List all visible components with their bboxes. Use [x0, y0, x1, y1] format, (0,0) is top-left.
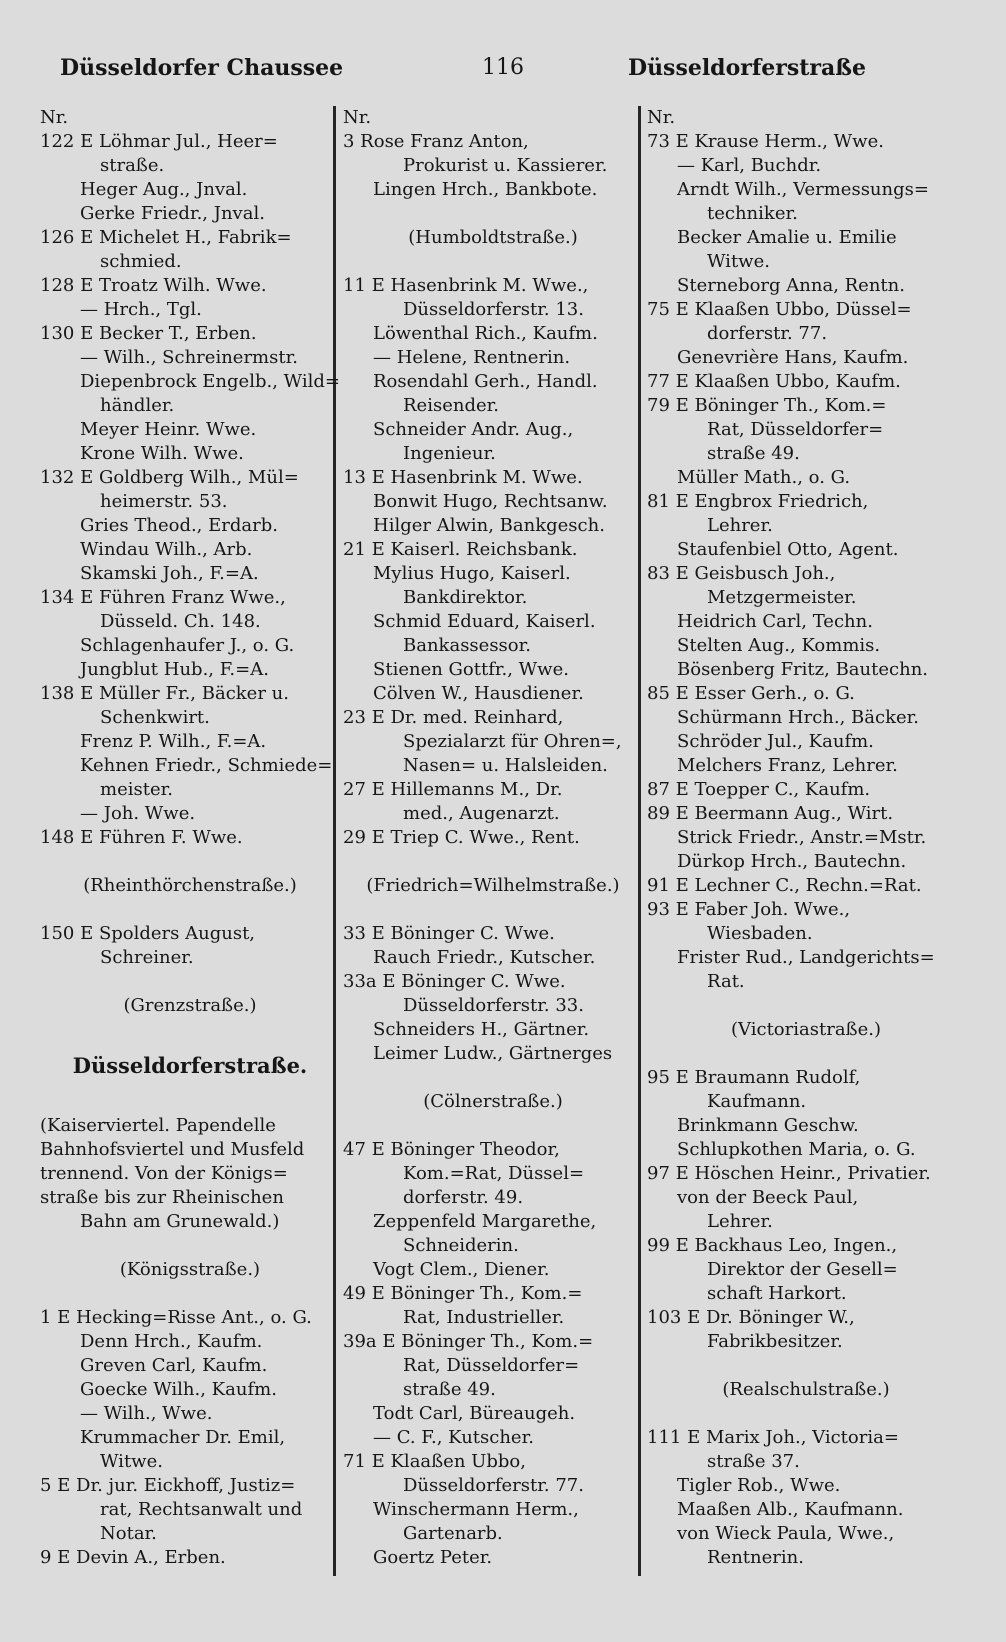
entry-line: Kom.=Rat, Düssel=	[403, 1163, 585, 1184]
entry-line: Brinkmann Geschw.	[677, 1115, 859, 1136]
entry-line: Vogt Clem., Diener.	[373, 1259, 550, 1280]
number-label: Nr.	[40, 107, 69, 128]
entry-line: 71 E Klaaßen Ubbo,	[343, 1451, 526, 1472]
entry-line: 97 E Höschen Heinr., Privatier.	[647, 1163, 931, 1184]
entry-line: Diepenbrock Engelb., Wild=	[80, 371, 340, 392]
entry-line: Lingen Hrch., Bankbote.	[373, 179, 598, 200]
entry-line: — Wilh., Wwe.	[80, 1403, 213, 1424]
number-label: Nr.	[343, 107, 372, 128]
entry-line: Düsseldorferstr. 33.	[403, 995, 584, 1016]
entry-line: 49 E Böninger Th., Kom.=	[343, 1283, 583, 1304]
entry-line: 9 E Devin A., Erben.	[40, 1547, 226, 1568]
entry-line: 39a E Böninger Th., Kom.=	[343, 1331, 594, 1352]
entry-line: 111 E Marix Joh., Victoria=	[647, 1427, 899, 1448]
entry-line: Krummacher Dr. Emil,	[80, 1427, 286, 1448]
blank-line	[343, 850, 643, 874]
entry-line: 81 E Engbrox Friedrich,	[647, 491, 869, 512]
entry-line: Schlagenhaufer J., o. G.	[80, 635, 295, 656]
entry-line: Rauch Friedr., Kutscher.	[373, 947, 596, 968]
entry-line: 150 E Spolders August,	[40, 923, 256, 944]
blank-line	[40, 1234, 340, 1258]
entry-line: Bahnhofsviertel und Musfeld	[40, 1139, 305, 1160]
entry-line: Cölven W., Hausdiener.	[373, 683, 584, 704]
entry-line: 138 E Müller Fr., Bäcker u.	[40, 683, 289, 704]
entry-line: Winschermann Herm.,	[373, 1499, 579, 1520]
entry-line: Goecke Wilh., Kaufm.	[80, 1379, 277, 1400]
entry-line: dorferstr. 77.	[707, 323, 828, 344]
entry-line: Gries Theod., Erdarb.	[80, 515, 278, 536]
entry-line: dorferstr. 49.	[403, 1187, 524, 1208]
entry-line: Tigler Rob., Wwe.	[677, 1475, 841, 1496]
entry-line: Prokurist u. Kassierer.	[403, 155, 608, 176]
entry-line: Rosendahl Gerh., Handl.	[373, 371, 598, 392]
entry-line: straße.	[100, 155, 165, 176]
entry-line: Reisender.	[403, 395, 499, 416]
blank-line	[343, 202, 643, 226]
entry-line: (Kaiserviertel. Papendelle	[40, 1115, 276, 1136]
entry-line: Metzgermeister.	[707, 587, 857, 608]
entry-line: Genevrière Hans, Kaufm.	[677, 347, 909, 368]
entry-line: Stelten Aug., Kommis.	[677, 635, 881, 656]
entry-line: straße 49.	[403, 1379, 496, 1400]
cross-street-heading: (Humboldtstraße.)	[408, 227, 578, 248]
entry-line: Goertz Peter.	[373, 1547, 493, 1568]
entry-line: Lehrer.	[707, 1211, 773, 1232]
entry-line: Müller Math., o. G.	[677, 467, 851, 488]
entry-line: 91 E Lechner C., Rechn.=Rat.	[647, 875, 922, 896]
number-label: Nr.	[647, 107, 676, 128]
entry-line: 33a E Böninger C. Wwe.	[343, 971, 566, 992]
entry-line: Greven Carl, Kaufm.	[80, 1355, 268, 1376]
cross-street-heading: (Rheinthörchenstraße.)	[83, 875, 297, 896]
entry-line: Frenz P. Wilh., F.=A.	[80, 731, 267, 752]
entry-line: Meyer Heinr. Wwe.	[80, 419, 257, 440]
entry-line: 85 E Esser Gerh., o. G.	[647, 683, 855, 704]
entry-line: — Wilh., Schreinermstr.	[80, 347, 298, 368]
entry-line: — C. F., Kutscher.	[373, 1427, 534, 1448]
entry-line: 89 E Beermann Aug., Wirt.	[647, 803, 894, 824]
entry-line: Schürmann Hrch., Bäcker.	[677, 707, 919, 728]
blank-line	[343, 1114, 643, 1138]
entry-line: 134 E Führen Franz Wwe.,	[40, 587, 286, 608]
cross-street-heading: (Cölnerstraße.)	[423, 1091, 563, 1112]
entry-line: Notar.	[100, 1523, 157, 1544]
entry-line: Düsseldorferstr. 77.	[403, 1475, 584, 1496]
entry-line: Rat, Düsseldorfer=	[707, 419, 884, 440]
entry-line: Zeppenfeld Margarethe,	[373, 1211, 597, 1232]
entry-line: Lehrer.	[707, 515, 773, 536]
entry-line: Schneiderin.	[403, 1235, 519, 1256]
entry-line: — Helene, Rentnerin.	[373, 347, 571, 368]
entry-line: straße 49.	[707, 443, 800, 464]
entry-line: Melchers Franz, Lehrer.	[677, 755, 898, 776]
entry-line: 47 E Böninger Theodor,	[343, 1139, 560, 1160]
entry-line: 103 E Dr. Böninger W.,	[647, 1307, 855, 1328]
entry-line: 132 E Goldberg Wilh., Mül=	[40, 467, 299, 488]
entry-line: 5 E Dr. jur. Eickhoff, Justiz=	[40, 1475, 296, 1496]
entry-line: Bankdirektor.	[403, 587, 528, 608]
entry-line: Skamski Joh., F.=A.	[80, 563, 259, 584]
entry-line: von Wieck Paula, Wwe.,	[677, 1523, 895, 1544]
entry-line: 21 E Kaiserl. Reichsbank.	[343, 539, 578, 560]
entry-line: 93 E Faber Joh. Wwe.,	[647, 899, 851, 920]
entry-line: Hilger Alwin, Bankgesch.	[373, 515, 605, 536]
entry-line: straße bis zur Rheinischen	[40, 1187, 284, 1208]
entry-line: Direktor der Gesell=	[707, 1259, 898, 1280]
entry-line: 126 E Michelet H., Fabrik=	[40, 227, 292, 248]
entry-line: Sterneborg Anna, Rentn.	[677, 275, 905, 296]
blank-line	[40, 1018, 340, 1042]
entry-line: Witwe.	[707, 251, 770, 272]
entry-line: 95 E Braumann Rudolf,	[647, 1067, 861, 1088]
entry-line: Windau Wilh., Arb.	[80, 539, 253, 560]
entry-line: Staufenbiel Otto, Agent.	[677, 539, 899, 560]
entry-line: Schröder Jul., Kaufm.	[677, 731, 874, 752]
entry-line: trennend. Von der Königs=	[40, 1163, 288, 1184]
entry-line: Leimer Ludw., Gärtnerges	[373, 1043, 613, 1064]
entry-line: 3 Rose Franz Anton,	[343, 131, 529, 152]
blank-line	[40, 970, 340, 994]
cross-street-heading: (Königsstraße.)	[119, 1259, 261, 1280]
entry-line: händler.	[100, 395, 175, 416]
entry-line: Rat, Düsseldorfer=	[403, 1355, 580, 1376]
entry-line: — Karl, Buchdr.	[677, 155, 822, 176]
entry-line: 27 E Hillemanns M., Dr.	[343, 779, 563, 800]
entry-line: 148 E Führen F. Wwe.	[40, 827, 243, 848]
entry-line: 29 E Triep C. Wwe., Rent.	[343, 827, 580, 848]
entry-line: Spezialarzt für Ohren=,	[403, 731, 622, 752]
entry-line: Gartenarb.	[403, 1523, 503, 1544]
entry-line: Heger Aug., Jnval.	[80, 179, 248, 200]
blank-line	[40, 898, 340, 922]
entry-line: — Joh. Wwe.	[80, 803, 196, 824]
entry-line: Bahn am Grunewald.)	[80, 1211, 280, 1232]
entry-line: Löwenthal Rich., Kaufm.	[373, 323, 598, 344]
entry-line: rat, Rechtsanwalt und	[100, 1499, 303, 1520]
entry-line: 128 E Troatz Wilh. Wwe.	[40, 275, 267, 296]
entry-line: schmied.	[100, 251, 182, 272]
entry-line: 23 E Dr. med. Reinhard,	[343, 707, 564, 728]
entry-line: techniker.	[707, 203, 798, 224]
entry-line: Todt Carl, Büreaugeh.	[373, 1403, 576, 1424]
entry-line: Düsseldorferstr. 13.	[403, 299, 584, 320]
entry-line: Nasen= u. Halsleiden.	[403, 755, 608, 776]
cross-street-heading: (Grenzstraße.)	[123, 995, 257, 1016]
entry-line: 33 E Böninger C. Wwe.	[343, 923, 555, 944]
entry-line: Bonwit Hugo, Rechtsanw.	[373, 491, 608, 512]
entry-line: Dürkop Hrch., Bautechn.	[677, 851, 907, 872]
entry-line: von der Beeck Paul,	[677, 1187, 859, 1208]
entry-line: Arndt Wilh., Vermessungs=	[677, 179, 929, 200]
entry-line: 83 E Geisbusch Joh.,	[647, 563, 836, 584]
entry-line: Rat, Industrieller.	[403, 1307, 565, 1328]
entry-line: Strick Friedr., Anstr.=Mstr.	[677, 827, 927, 848]
entry-line: Heidrich Carl, Techn.	[677, 611, 873, 632]
entry-line: Bösenberg Fritz, Bautechn.	[677, 659, 929, 680]
entry-line: 122 E Löhmar Jul., Heer=	[40, 131, 278, 152]
entry-line: Schenkwirt.	[100, 707, 210, 728]
entry-line: med., Augenarzt.	[403, 803, 560, 824]
entry-line: Stienen Gottfr., Wwe.	[373, 659, 569, 680]
entry-line: Frister Rud., Landgerichts=	[677, 947, 935, 968]
entry-line: Bankassessor.	[403, 635, 531, 656]
entry-line: 1 E Hecking=Risse Ant., o. G.	[40, 1307, 312, 1328]
entry-line: Becker Amalie u. Emilie	[677, 227, 897, 248]
section-heading: Düsseldorferstraße.	[72, 1053, 308, 1078]
entry-line: Gerke Friedr., Jnval.	[80, 203, 265, 224]
column-2	[343, 106, 643, 1570]
blank-line	[343, 250, 643, 274]
blank-line	[647, 1354, 965, 1378]
entry-line: 79 E Böninger Th., Kom.=	[647, 395, 887, 416]
entry-line: 130 E Becker T., Erben.	[40, 323, 257, 344]
blank-line	[40, 1282, 340, 1306]
blank-line	[647, 994, 965, 1018]
entry-line: Kaufmann.	[707, 1091, 807, 1112]
entry-line: 99 E Backhaus Leo, Ingen.,	[647, 1235, 898, 1256]
entry-line: Kehnen Friedr., Schmiede=	[80, 755, 333, 776]
blank-line	[343, 898, 643, 922]
column-1	[40, 106, 340, 1570]
entry-line: Rat.	[707, 971, 745, 992]
blank-line	[647, 1402, 965, 1426]
entry-line: Düsseld. Ch. 148.	[100, 611, 261, 632]
entry-line: 11 E Hasenbrink M. Wwe.,	[343, 275, 589, 296]
entry-line: 77 E Klaaßen Ubbo, Kaufm.	[647, 371, 901, 392]
blank-line	[40, 850, 340, 874]
entry-line: straße 37.	[707, 1451, 800, 1472]
entry-line: Wiesbaden.	[707, 923, 813, 944]
entry-line: Maaßen Alb., Kaufmann.	[677, 1499, 904, 1520]
page-number: 116	[482, 55, 524, 80]
entry-line: Mylius Hugo, Kaiserl.	[373, 563, 571, 584]
entry-line: Ingenieur.	[403, 443, 496, 464]
cross-street-heading: (Realschulstraße.)	[722, 1379, 890, 1400]
running-head-left: Düsseldorfer Chaussee	[60, 55, 344, 81]
entry-line: Jungblut Hub., F.=A.	[80, 659, 269, 680]
entry-line: meister.	[100, 779, 173, 800]
entry-line: Schlupkothen Maria, o. G.	[677, 1139, 916, 1160]
blank-line	[647, 1042, 965, 1066]
entry-line: 73 E Krause Herm., Wwe.	[647, 131, 884, 152]
column-3	[647, 106, 965, 1570]
entry-line: 13 E Hasenbrink M. Wwe.	[343, 467, 583, 488]
entry-line: 75 E Klaaßen Ubbo, Düssel=	[647, 299, 912, 320]
blank-line	[343, 1066, 643, 1090]
entry-line: Schneiders H., Gärtner.	[373, 1019, 590, 1040]
entry-line: heimerstr. 53.	[100, 491, 228, 512]
cross-street-heading: (Friedrich=Wilhelmstraße.)	[366, 875, 620, 896]
entry-line: Fabrikbesitzer.	[707, 1331, 843, 1352]
entry-line: Denn Hrch., Kaufm.	[80, 1331, 263, 1352]
entry-line: Rentnerin.	[707, 1547, 804, 1568]
entry-line: Schmid Eduard, Kaiserl.	[373, 611, 596, 632]
cross-street-heading: (Victoriastraße.)	[731, 1019, 881, 1040]
entry-line: Krone Wilh. Wwe.	[80, 443, 244, 464]
entry-line: Witwe.	[100, 1451, 163, 1472]
blank-line	[40, 1090, 340, 1114]
entry-line: schaft Harkort.	[707, 1283, 847, 1304]
running-head-right: Düsseldorferstraße	[627, 55, 866, 81]
entry-line: Schneider Andr. Aug.,	[373, 419, 574, 440]
entry-line: Schreiner.	[100, 947, 194, 968]
entry-line: — Hrch., Tgl.	[80, 299, 202, 320]
entry-line: 87 E Toepper C., Kaufm.	[647, 779, 871, 800]
